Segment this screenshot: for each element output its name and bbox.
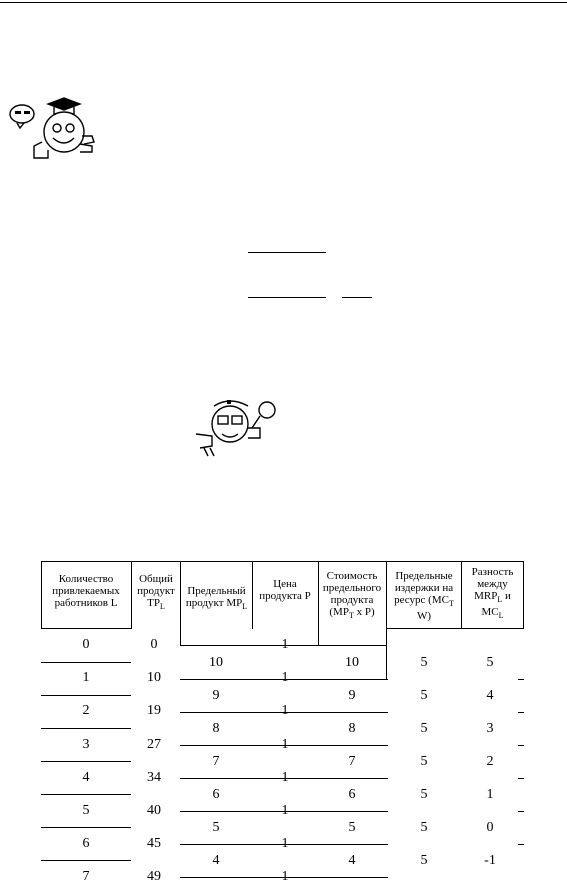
total-product-cell: 45 (147, 836, 161, 851)
formula-rule-2 (248, 297, 326, 298)
diff-cell: -1 (484, 853, 496, 868)
workers-row-sep (41, 794, 131, 795)
table-top-border (41, 561, 524, 562)
workers-cell: 6 (82, 836, 90, 851)
right-tick (518, 712, 524, 713)
value-cell-bottom (318, 645, 386, 646)
workers-row-sep (41, 662, 131, 663)
value-cell: 8 (348, 721, 356, 736)
header-price: Цена продукта P (259, 578, 311, 602)
header-value-sub: T (348, 611, 354, 621)
marginal-product-cell: 6 (212, 787, 220, 802)
marginal-product-cell: 4 (212, 853, 220, 868)
price-cell: 1 (281, 703, 289, 718)
header-cost-sub: T (448, 599, 454, 609)
header-diff-label: Разность между MRP (471, 566, 514, 602)
workers-row-sep (41, 827, 131, 828)
workers-row-sep (41, 860, 131, 861)
formula-rule-3 (342, 297, 372, 298)
diff-cell: 1 (486, 787, 494, 802)
header-bottom-right (386, 628, 524, 629)
total-product-cell: 10 (147, 670, 161, 685)
workers-cell: 1 (82, 670, 90, 685)
price-cell: 1 (281, 869, 289, 884)
value-cell: 4 (348, 853, 356, 868)
top-rule (0, 2, 567, 3)
workers-row-sep (41, 728, 131, 729)
detective-mascot-icon (190, 396, 280, 458)
total-product-cell: 40 (147, 803, 161, 818)
workers-cell: 7 (82, 869, 90, 884)
marginal-product-cell: 9 (212, 688, 220, 703)
header-marginal-product-label: Предельный продукт MP (185, 585, 246, 609)
value-cell: 9 (348, 688, 356, 703)
right-tick (518, 679, 524, 680)
header-cost-label: Предельные издержки на ресурс (MC (394, 570, 454, 606)
workers-cell: 5 (82, 803, 90, 818)
cost-cell: 5 (420, 853, 428, 868)
header-value-tail: x P) (356, 606, 375, 618)
diff-cell: 5 (486, 655, 494, 670)
diff-cell: 3 (486, 721, 494, 736)
header-workers: Количество привлекаемых работников L (52, 573, 120, 609)
header-total-product (132, 573, 180, 613)
header-cost (387, 570, 461, 622)
total-product-cell: 27 (147, 737, 161, 752)
cost-cell: 5 (420, 655, 428, 670)
professor-mascot-icon (8, 96, 100, 168)
formula-rule-1 (248, 252, 326, 253)
total-product-cell: 49 (147, 869, 161, 884)
workers-cell: 3 (82, 737, 90, 752)
price-cell: 1 (281, 770, 289, 785)
right-tick (518, 745, 524, 746)
diff-cell: 4 (486, 688, 494, 703)
diff-cell: 2 (486, 754, 494, 769)
value-cell: 7 (348, 754, 356, 769)
price-cell: 1 (281, 637, 289, 652)
cost-cell: 5 (420, 754, 428, 769)
price-cell: 1 (281, 737, 289, 752)
value-cell: 10 (345, 655, 359, 670)
header-cost-tail: W) (416, 610, 432, 623)
right-tick (518, 778, 524, 779)
marginal-product-cell: 5 (212, 820, 220, 835)
cost-cell: 5 (420, 721, 428, 736)
header-marginal-product (181, 585, 252, 613)
marginal-product-cell: 7 (212, 754, 220, 769)
value-cell: 5 (348, 820, 356, 835)
cost-cell: 5 (420, 820, 428, 835)
marginal-product-cell: 10 (209, 655, 223, 670)
cost-cell: 5 (420, 688, 428, 703)
marginal-product-cell: 8 (212, 721, 220, 736)
workers-cell: 2 (82, 703, 90, 718)
total-product-cell: 34 (147, 770, 161, 785)
workers-row-sep (41, 695, 131, 696)
workers-cell: 4 (82, 770, 90, 785)
right-tick (518, 811, 524, 812)
price-cell: 1 (281, 803, 289, 818)
header-diff-sub2: L (498, 611, 504, 621)
header-bottom-left (41, 628, 131, 629)
header-value-label: Стоимость предельного продукта (MP (322, 570, 382, 618)
header-diff-tail: и MC (481, 590, 511, 619)
cost-cell: 5 (420, 787, 428, 802)
header-diff (462, 566, 523, 622)
workers-cell: 0 (82, 637, 90, 652)
price-cell: 1 (281, 670, 289, 685)
total-product-cell: 0 (150, 637, 158, 652)
diff-cell: 0 (486, 820, 494, 835)
price-cell: 1 (281, 836, 289, 851)
header-diff-sub: L (497, 595, 503, 605)
table-right-border (523, 561, 524, 629)
header-value (319, 570, 385, 622)
total-product-cell: 19 (147, 703, 161, 718)
value-cell: 6 (348, 787, 356, 802)
header-total-product-sub: L (159, 602, 165, 612)
right-tick (518, 844, 524, 845)
header-marginal-product-sub: L (242, 602, 248, 612)
header-total-product-label: Общий продукт TP (137, 573, 175, 609)
workers-row-sep (41, 761, 131, 762)
